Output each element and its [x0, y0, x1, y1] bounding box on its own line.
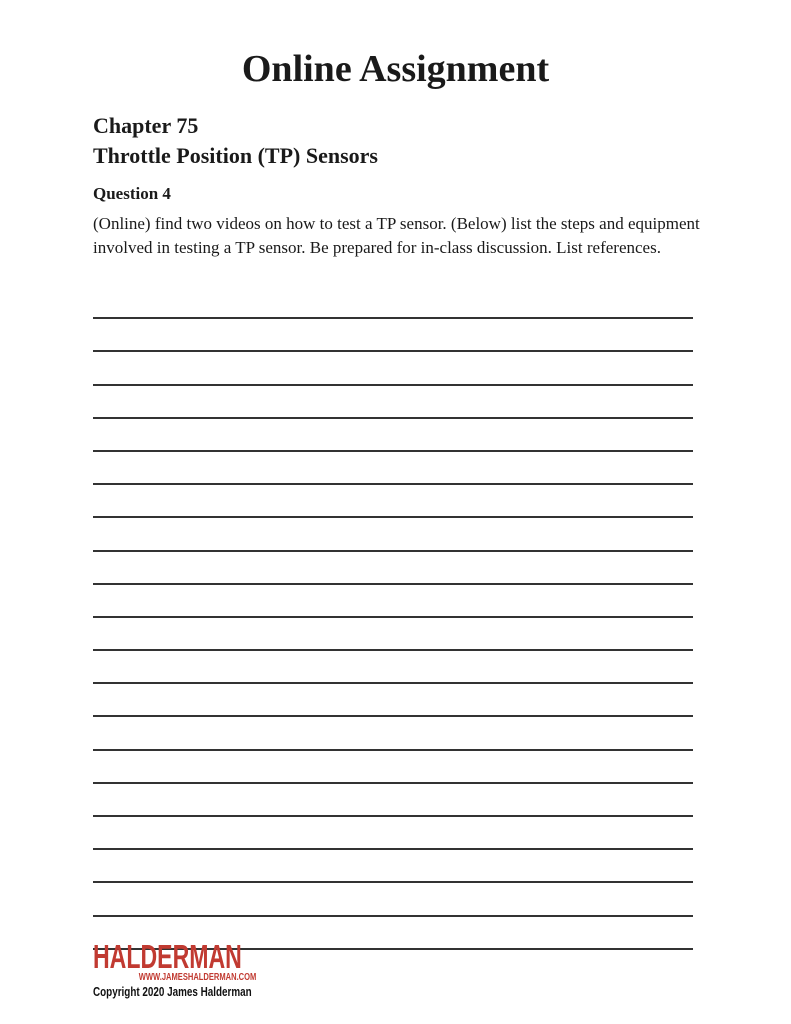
brand-text: HALDERMAN	[93, 938, 242, 975]
answer-line	[93, 452, 693, 485]
copyright	[93, 984, 252, 999]
website-text: WWW.JAMESHALDERMAN.COM	[138, 971, 257, 983]
answer-line	[93, 751, 693, 784]
footer	[93, 938, 257, 999]
answer-line	[93, 817, 693, 850]
chapter-heading	[93, 111, 378, 171]
answer-lines	[93, 286, 693, 950]
answer-line	[93, 618, 693, 651]
answer-line	[93, 883, 693, 916]
page-title: Online Assignment	[241, 48, 550, 90]
chapter-number: Chapter 75	[93, 113, 199, 138]
answer-line	[93, 286, 693, 319]
answer-line	[93, 386, 693, 419]
copyright-text: Copyright 2020 James Halderman	[93, 984, 252, 999]
question-label: Question 4	[93, 184, 171, 203]
answer-line	[93, 651, 693, 684]
answer-line	[93, 684, 693, 717]
brand-logo	[93, 938, 249, 975]
answer-line	[93, 419, 693, 452]
answer-line	[93, 485, 693, 518]
answer-line	[93, 552, 693, 585]
chapter-name: Throttle Position (TP) Sensors	[93, 143, 378, 168]
answer-line	[93, 319, 693, 352]
answer-line	[93, 585, 693, 618]
answer-line	[93, 850, 693, 883]
question-text: (Online) find two videos on how to test a TP sensor. (Below) list the steps and equipment involved in testing a TP sensor. Be prepared for in-class discussion. List references.	[93, 214, 700, 258]
answer-line	[93, 352, 693, 385]
answer-line	[93, 717, 693, 750]
answer-line	[93, 518, 693, 551]
answer-line	[93, 784, 693, 817]
